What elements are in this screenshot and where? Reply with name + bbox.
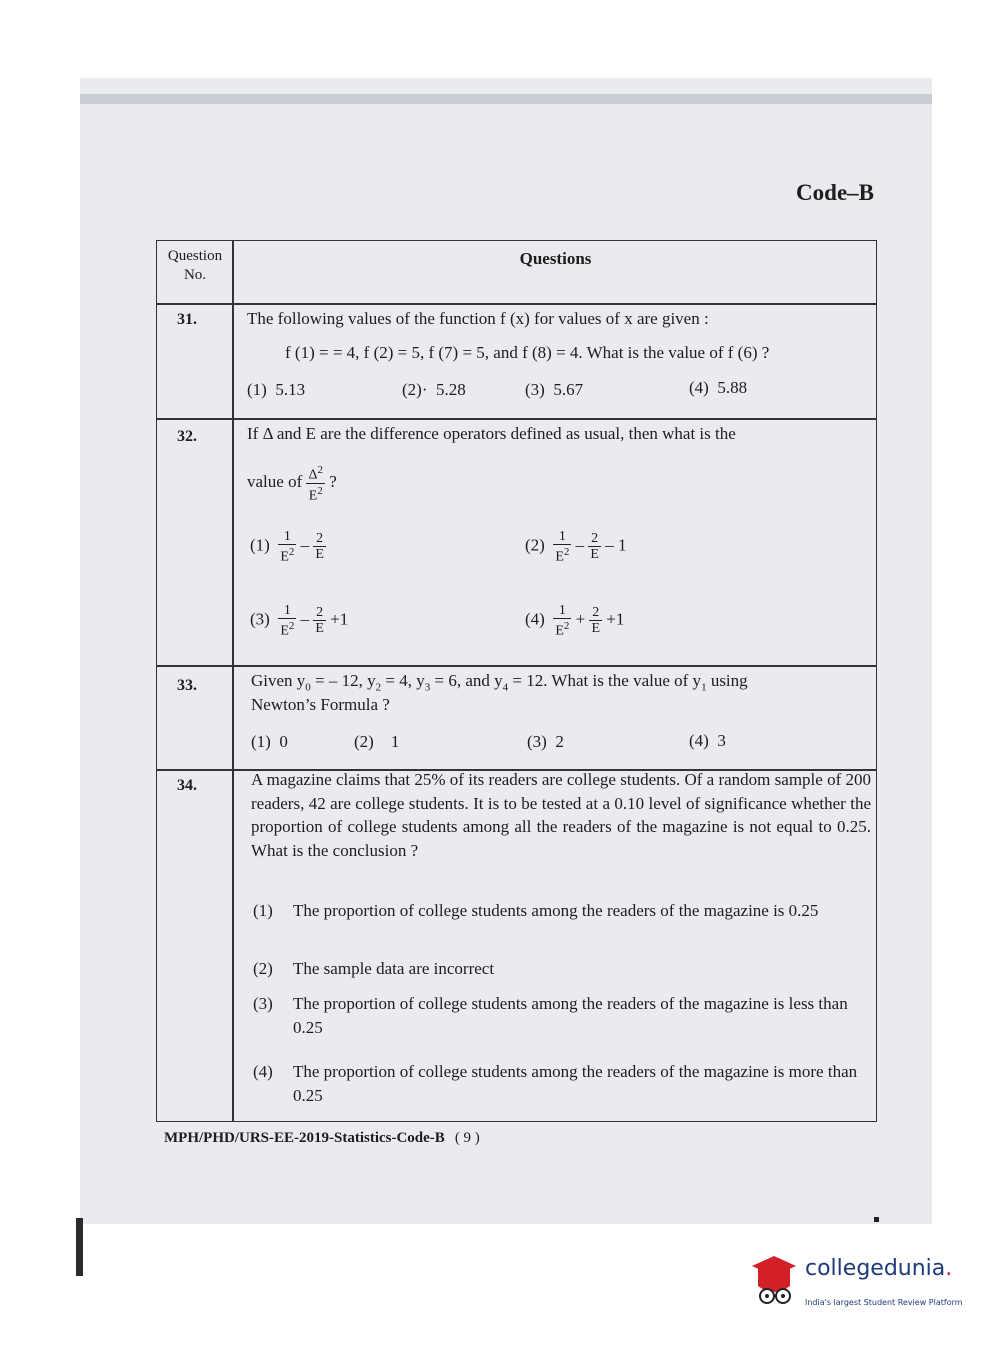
question-text: Given $y_0$ = – 12, $y_2 = 4$, $y_3 = 6$, and $y_4 = 12$. What is the value of $y_1$ using: [251, 671, 748, 694]
page-edge-mark: [76, 1218, 83, 1276]
header-questions: Questions: [519, 249, 592, 268]
option-2: The sample data are incorrect: [293, 959, 495, 978]
column-divider: [232, 241, 234, 1121]
question-text: f (1) = = 4, f (2) = 5, f (7) = 5, and f (8) = 4. What is the value of f (6) ?: [285, 343, 770, 362]
question-text: Newton’s Formula ?: [251, 695, 390, 714]
fraction: $\frac{\Delta^2}{E^2}$: [308, 464, 323, 504]
option-4: (4) 3: [689, 731, 726, 750]
option-4: The proportion of college students among the readers of the magazine is more than 0.25: [293, 1062, 858, 1105]
option-number: (2): [253, 959, 273, 978]
option-1: (1) 0: [251, 732, 288, 751]
row-divider: [157, 418, 876, 420]
option-3: (3) 5.67: [525, 380, 584, 399]
option-3: (3) 2: [527, 732, 564, 751]
option-4: (4) $\frac{1}{E^2}$ + $\frac{2}{E}$ +1: [525, 603, 625, 639]
scan-speck: [874, 1217, 879, 1222]
header-question-no: Question No.: [167, 248, 223, 283]
page-edge-shadow: [80, 94, 932, 104]
option-3: (3) $\frac{1}{E^2}$ – $\frac{2}{E}$ +1: [250, 603, 349, 639]
question-number: 32.: [177, 428, 197, 445]
option-2: (2)· 5.28: [402, 380, 466, 399]
paper-code: Code–B: [796, 180, 874, 205]
graduate-mascot-icon: [748, 1252, 806, 1312]
page-footer: MPH/PHD/URS-EE-2019-Statistics-Code-B ( 9 ): [164, 1130, 480, 1146]
question-text: If Δ and E are the difference operators defined as usual, then what is the: [247, 424, 736, 443]
option-1: The proportion of college students among the readers of the magazine is 0.25: [293, 901, 819, 920]
option-number: (4): [253, 1062, 273, 1081]
option-3: The proportion of college students among the readers of the magazine is less than 0.25: [293, 994, 848, 1037]
question-number: 33.: [177, 677, 197, 694]
option-1: (1) 5.13: [247, 380, 306, 399]
logo-wordmark: collegedunia.: [805, 1256, 953, 1281]
row-divider: [157, 665, 876, 667]
question-number: 31.: [177, 311, 197, 328]
value-of-expression: value of $\frac{\Delta^2}{E^2}$ ?: [247, 464, 337, 504]
option-2: (2) 1: [354, 732, 400, 751]
option-4: (4) 5.88: [689, 378, 748, 397]
question-number: 34.: [177, 777, 197, 794]
option-number: (3): [253, 994, 273, 1013]
logo-tagline: India's largest Student Review Platform: [805, 1298, 963, 1307]
option-number: (1): [253, 901, 273, 920]
option-1: (1) $\frac{1}{E^2}$ – $\frac{2}{E}$: [250, 529, 324, 565]
question-text: The following values of the function f (x) for values of x are given :: [247, 309, 709, 328]
question-table: [156, 240, 877, 1122]
option-2: (2) $\frac{1}{E^2}$ – $\frac{2}{E}$ – 1: [525, 529, 627, 565]
row-divider: [157, 303, 876, 305]
question-text: A magazine claims that 25% of its readers are college students. Of a random sample of 200 readers, 42 are college students. It is to be tested at a 0.10 level of significance whether the proportion of college students among all the readers of the magazine is not equal to 0.25. What is the conclusion ?: [251, 770, 871, 860]
collegedunia-logo: [748, 1252, 978, 1314]
